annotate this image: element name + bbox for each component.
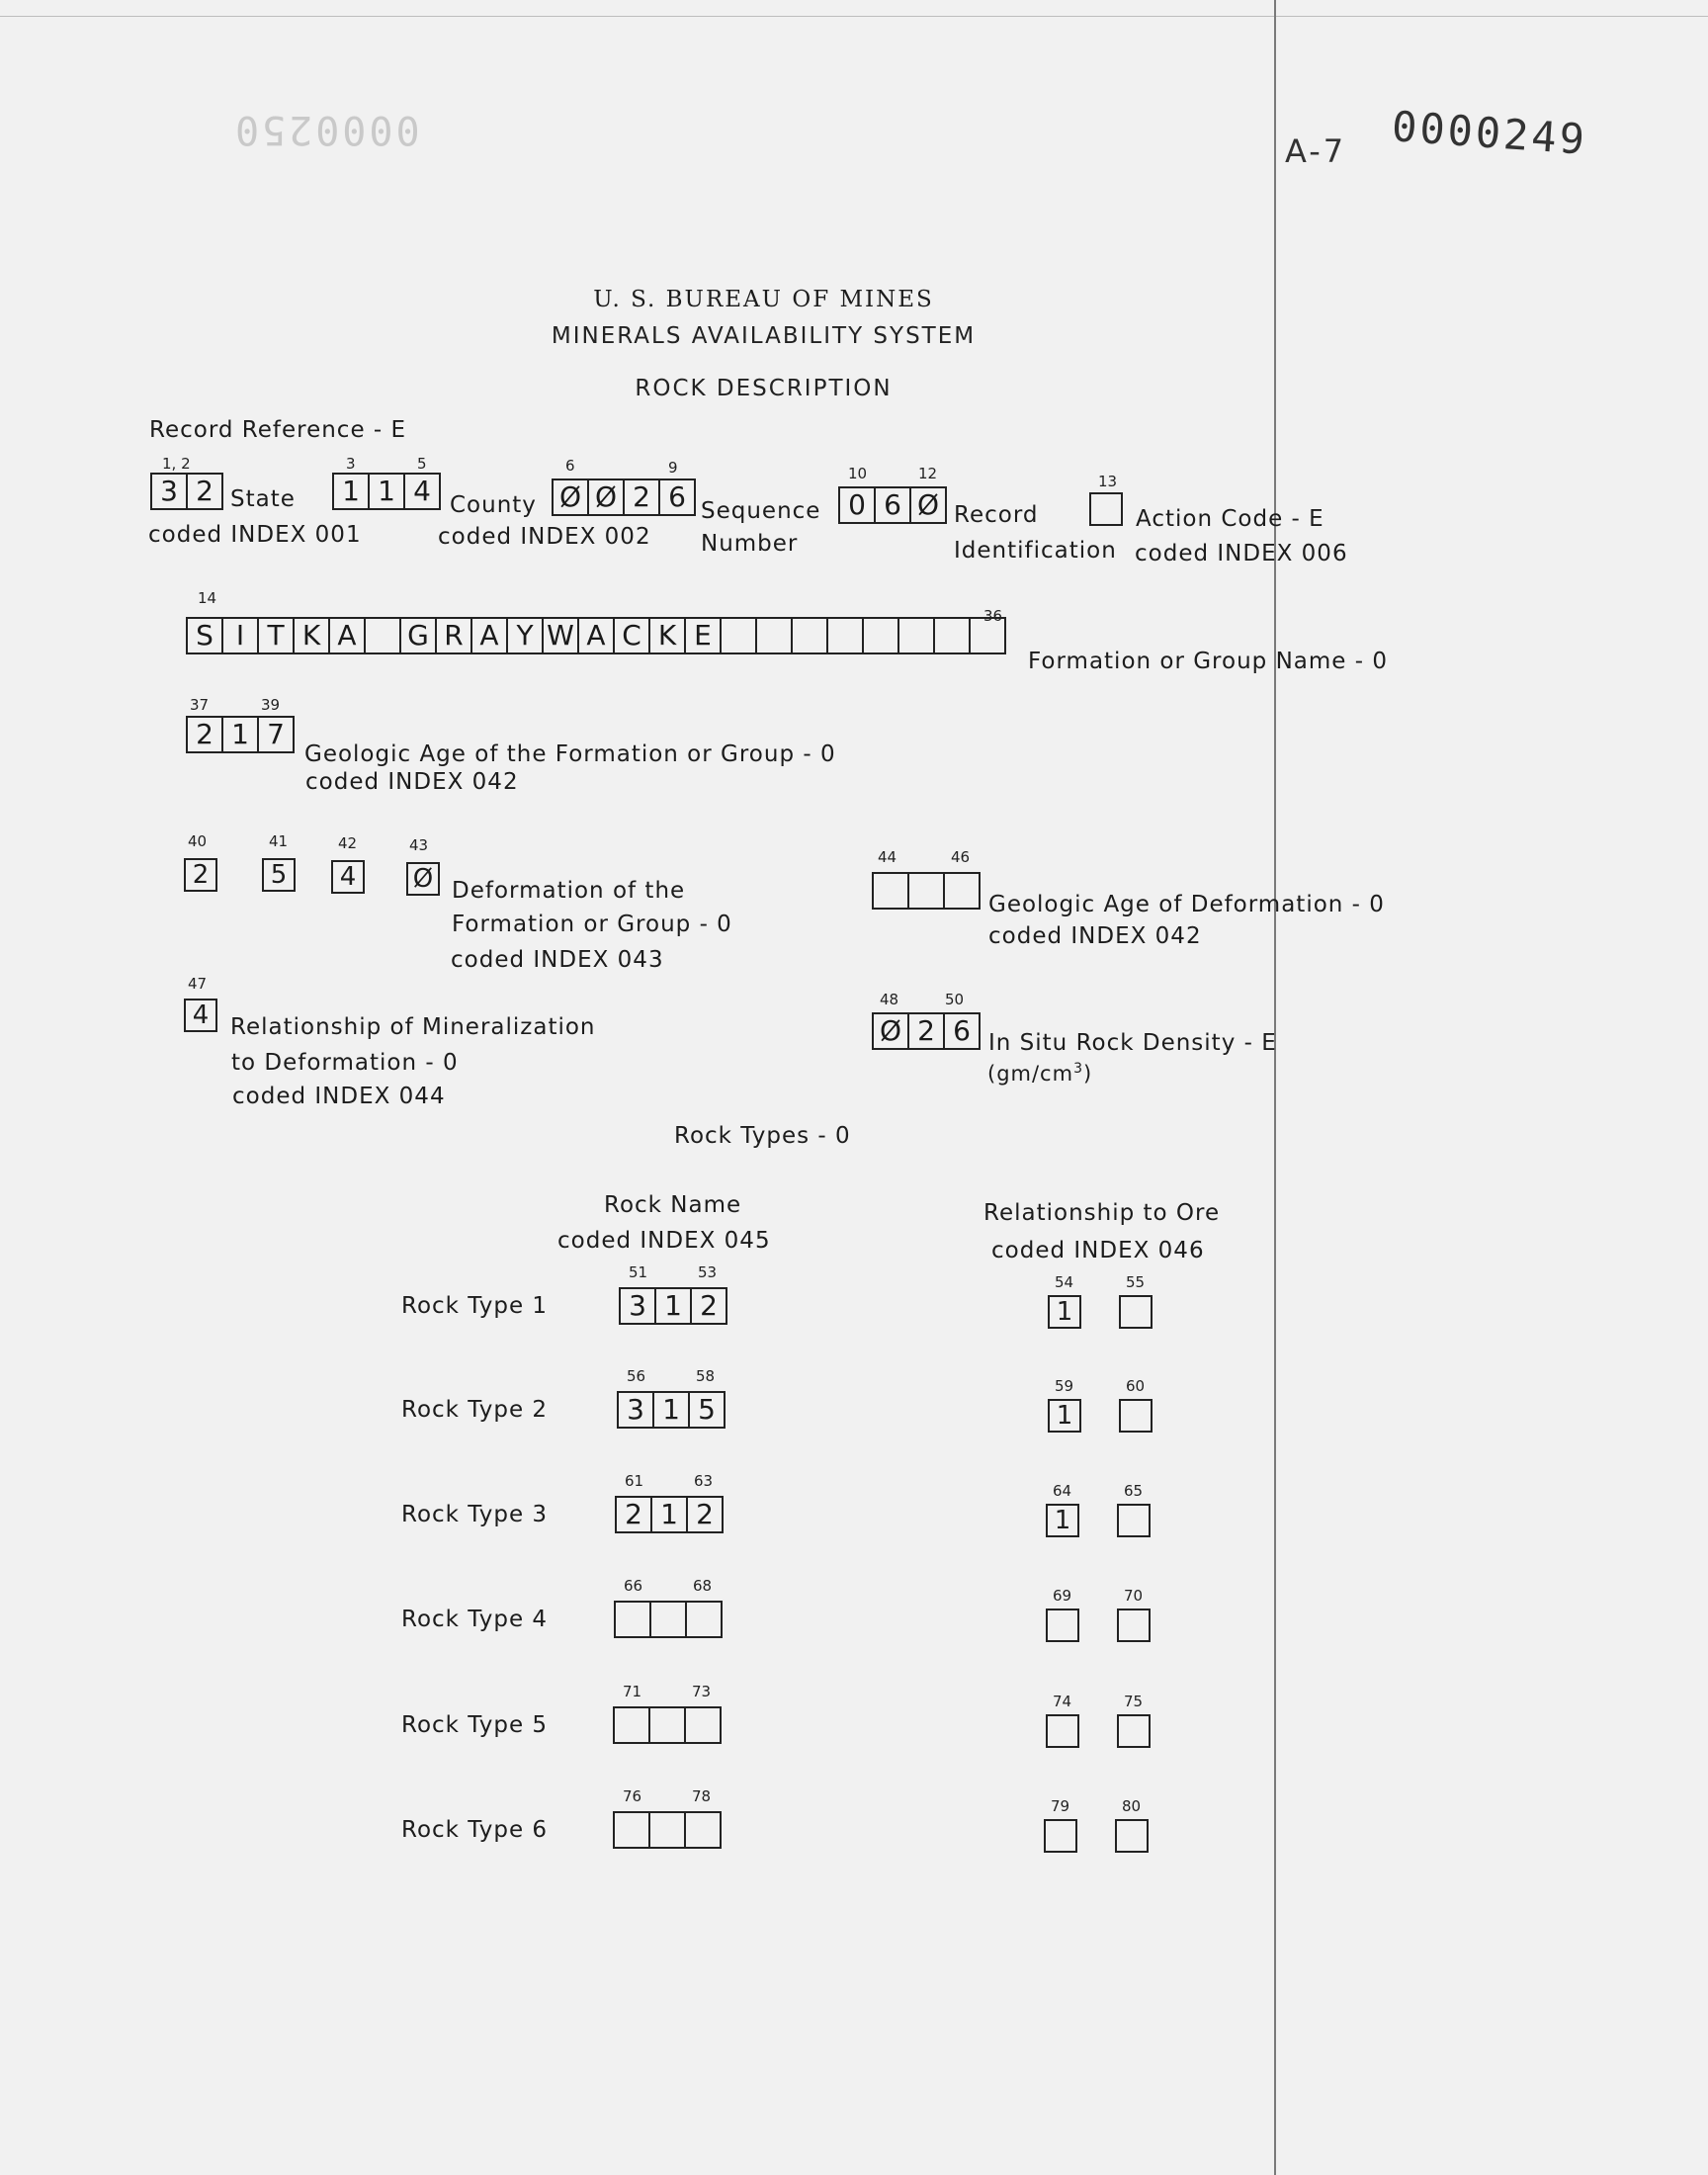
code-box: 1 (221, 716, 259, 753)
code-box (613, 1811, 650, 1849)
column-number: 40 (188, 832, 208, 850)
rock-types-title: Rock Types - 0 (674, 1123, 851, 1149)
column-number: 75 (1124, 1693, 1144, 1710)
geologic-age-label: Geologic Age of the Formation or Group - 0 (304, 741, 836, 767)
rock-type-label: Rock Type 4 (401, 1607, 549, 1632)
code-box: 3 (150, 473, 188, 510)
state-code-field[interactable] (150, 473, 223, 510)
column-number: 73 (692, 1683, 712, 1700)
column-number: 5 (417, 455, 427, 473)
code-box (648, 1811, 686, 1849)
relationship-header: Relationship to Ore (983, 1200, 1221, 1226)
formation-char-box (933, 617, 971, 654)
formation-char-box: Y (506, 617, 544, 654)
column-number: 54 (1055, 1273, 1074, 1291)
column-number: 10 (848, 465, 868, 482)
deformation-box-43[interactable]: Ø (406, 862, 440, 896)
geologic-age-index-label: coded INDEX 042 (305, 769, 519, 795)
column-number: 47 (188, 975, 208, 993)
record-id-field[interactable] (838, 486, 947, 524)
relationship-box[interactable] (1046, 1609, 1079, 1642)
column-number: 66 (624, 1577, 643, 1595)
deformation-box-40[interactable]: 2 (184, 858, 217, 892)
code-box: 6 (658, 478, 696, 516)
system-title: MINERALS AVAILABILITY SYSTEM (551, 323, 977, 349)
formation-char-box (862, 617, 899, 654)
formation-char-box: T (257, 617, 295, 654)
rock-name-code-field[interactable] (619, 1287, 727, 1325)
rock-name-code-field[interactable] (617, 1391, 726, 1429)
code-box: Ø (909, 486, 947, 524)
formation-char-box: A (328, 617, 366, 654)
column-number: 50 (945, 991, 965, 1008)
code-box (649, 1601, 687, 1638)
formation-char-box (364, 617, 401, 654)
formation-char-box: A (470, 617, 508, 654)
column-number: 39 (261, 696, 281, 714)
formation-char-box (720, 617, 757, 654)
code-box: 6 (943, 1012, 981, 1050)
formation-char-box (826, 617, 864, 654)
column-number: 13 (1098, 473, 1118, 490)
relationship-box[interactable] (1119, 1399, 1153, 1433)
column-number: 12 (918, 465, 938, 482)
code-box (943, 872, 981, 910)
sequence-label: Sequence (701, 498, 821, 524)
formation-char-box: E (684, 617, 722, 654)
code-box: Ø (872, 1012, 909, 1050)
relationship-box[interactable] (1117, 1609, 1151, 1642)
column-number: 51 (629, 1263, 648, 1281)
rock-name-code-field[interactable] (615, 1496, 724, 1533)
code-box: 5 (688, 1391, 726, 1429)
rock-type-label: Rock Type 5 (401, 1712, 549, 1738)
code-box (872, 872, 909, 910)
formation-char-box: I (221, 617, 259, 654)
column-number: 71 (623, 1683, 642, 1700)
deformation-index-label: coded INDEX 043 (451, 947, 664, 973)
column-number: 80 (1122, 1797, 1142, 1815)
column-number: 6 (565, 457, 575, 475)
code-box: 2 (690, 1287, 727, 1325)
code-box: 1 (652, 1391, 690, 1429)
code-box: 2 (623, 478, 660, 516)
column-number: 46 (951, 848, 971, 866)
formation-char-box: K (293, 617, 330, 654)
column-number: 42 (338, 834, 358, 852)
deformation-box-42[interactable]: 4 (331, 860, 365, 894)
column-number: 43 (409, 836, 429, 854)
column-number: 1, 2 (162, 455, 191, 473)
column-number: 70 (1124, 1587, 1144, 1605)
agency-title: U. S. BUREAU OF MINES (593, 287, 934, 312)
formation-char-box (791, 617, 828, 654)
rock-name-code-field[interactable] (613, 1811, 722, 1849)
column-number: 41 (269, 832, 289, 850)
rock-name-header: Rock Name (604, 1192, 742, 1218)
record-id-label: Identification (954, 538, 1117, 564)
rock-density-label: In Situ Rock Density - E (988, 1030, 1277, 1056)
relationship-box[interactable]: 1 (1048, 1295, 1081, 1329)
mineralization-label: Relationship of Mineralization (230, 1014, 596, 1040)
record-label: Record (954, 502, 1039, 528)
code-box (685, 1601, 723, 1638)
code-box (613, 1706, 650, 1744)
column-number: 44 (878, 848, 897, 866)
county-label: County (450, 492, 537, 518)
code-box (684, 1811, 722, 1849)
sequence-sub-label: Number (701, 531, 799, 557)
code-box (648, 1706, 686, 1744)
formation-char-box: C (613, 617, 650, 654)
form-title: ROCK DESCRIPTION (635, 376, 893, 401)
column-number: 53 (698, 1263, 718, 1281)
code-box: 1 (368, 473, 405, 510)
rock-type-label: Rock Type 3 (401, 1502, 549, 1527)
column-number: 14 (198, 589, 217, 607)
column-number: 9 (668, 459, 678, 477)
deformation-age-label: Geologic Age of Deformation - 0 (988, 892, 1385, 917)
mineralization-index-label: coded INDEX 044 (232, 1084, 446, 1109)
rock-name-index-header: coded INDEX 045 (557, 1228, 771, 1254)
column-number: 36 (983, 607, 1003, 625)
rock-density-units: $(gm/cm^3)$ (987, 1061, 1093, 1086)
formation-char-box: W (542, 617, 579, 654)
relationship-box[interactable]: 1 (1046, 1504, 1079, 1537)
rock-name-code-field[interactable] (614, 1601, 723, 1638)
code-box: Ø (552, 478, 589, 516)
formation-char-box: G (399, 617, 437, 654)
formation-char-box (969, 617, 1006, 654)
formation-name-label: Formation or Group Name - 0 (1028, 649, 1388, 674)
mineralization-box[interactable]: 4 (184, 999, 217, 1032)
county-code-field[interactable] (332, 473, 441, 510)
column-number: 61 (625, 1472, 644, 1490)
column-number: 68 (693, 1577, 713, 1595)
column-number: 79 (1051, 1797, 1070, 1815)
code-box: 3 (619, 1287, 656, 1325)
code-box (907, 872, 945, 910)
code-box (614, 1601, 651, 1638)
formation-char-box: K (648, 617, 686, 654)
mineralization-label-2: to Deformation - 0 (231, 1050, 459, 1076)
document-number-stamp: 0000249 (1390, 102, 1589, 164)
faint-stamp: 0000250 (232, 107, 420, 152)
formation-char-box: R (435, 617, 472, 654)
county-index-label: coded INDEX 002 (438, 524, 651, 550)
deformation-box-41[interactable]: 5 (262, 858, 296, 892)
relationship-box[interactable] (1115, 1819, 1149, 1853)
record-reference-label: Record Reference - E (149, 417, 407, 443)
state-index-label: coded INDEX 001 (148, 522, 362, 548)
code-box: 4 (403, 473, 441, 510)
deformation-label-2: Formation or Group - 0 (452, 912, 732, 937)
column-number: 76 (623, 1787, 642, 1805)
code-box: 1 (650, 1496, 688, 1533)
column-number: 58 (696, 1367, 716, 1385)
formation-char-box: A (577, 617, 615, 654)
formation-char-box (755, 617, 793, 654)
code-box: 2 (615, 1496, 652, 1533)
code-box: 2 (907, 1012, 945, 1050)
rock-type-label: Rock Type 1 (401, 1293, 549, 1319)
code-box: 2 (186, 716, 223, 753)
code-box: 2 (186, 473, 223, 510)
column-number: 74 (1053, 1693, 1072, 1710)
top-edge-line (0, 16, 1708, 17)
rock-type-label: Rock Type 2 (401, 1397, 549, 1423)
relationship-index-header: coded INDEX 046 (991, 1238, 1205, 1263)
rock-density-field[interactable] (872, 1012, 981, 1050)
state-label: State (230, 486, 296, 512)
column-number: 60 (1126, 1377, 1146, 1395)
relationship-box[interactable] (1117, 1714, 1151, 1748)
code-box: 2 (686, 1496, 724, 1533)
code-box: 1 (332, 473, 370, 510)
deformation-label: Deformation of the (452, 878, 686, 904)
column-number: 48 (880, 991, 899, 1008)
column-number: 59 (1055, 1377, 1074, 1395)
relationship-box[interactable] (1046, 1714, 1079, 1748)
code-box (684, 1706, 722, 1744)
column-number: 37 (190, 696, 210, 714)
code-box: 6 (874, 486, 911, 524)
action-code-index-label: coded INDEX 006 (1135, 541, 1348, 566)
action-code-label: Action Code - E (1136, 506, 1324, 532)
code-box: 1 (654, 1287, 692, 1325)
column-number: 65 (1124, 1482, 1144, 1500)
page-code: A-7 (1285, 132, 1347, 170)
relationship-box[interactable] (1044, 1819, 1077, 1853)
code-box: 0 (838, 486, 876, 524)
formation-char-box: S (186, 617, 223, 654)
code-box: 3 (617, 1391, 654, 1429)
column-number: 3 (346, 455, 356, 473)
column-number: 56 (627, 1367, 646, 1385)
rock-name-code-field[interactable] (613, 1706, 722, 1744)
code-box: Ø (587, 478, 625, 516)
geologic-age-field[interactable] (186, 716, 295, 753)
column-number: 55 (1126, 1273, 1146, 1291)
formation-name-field[interactable] (186, 617, 1006, 654)
sequence-number-field[interactable] (552, 478, 696, 516)
formation-char-box (897, 617, 935, 654)
column-number: 78 (692, 1787, 712, 1805)
deformation-age-index-label: coded INDEX 042 (988, 923, 1202, 949)
column-number: 69 (1053, 1587, 1072, 1605)
column-number: 64 (1053, 1482, 1072, 1500)
relationship-box[interactable]: 1 (1048, 1399, 1081, 1433)
relationship-box[interactable] (1117, 1504, 1151, 1537)
rock-type-label: Rock Type 6 (401, 1817, 549, 1843)
deformation-age-field[interactable] (872, 872, 981, 910)
action-code-box[interactable] (1089, 492, 1123, 526)
code-box: 7 (257, 716, 295, 753)
column-number: 63 (694, 1472, 714, 1490)
relationship-box[interactable] (1119, 1295, 1153, 1329)
